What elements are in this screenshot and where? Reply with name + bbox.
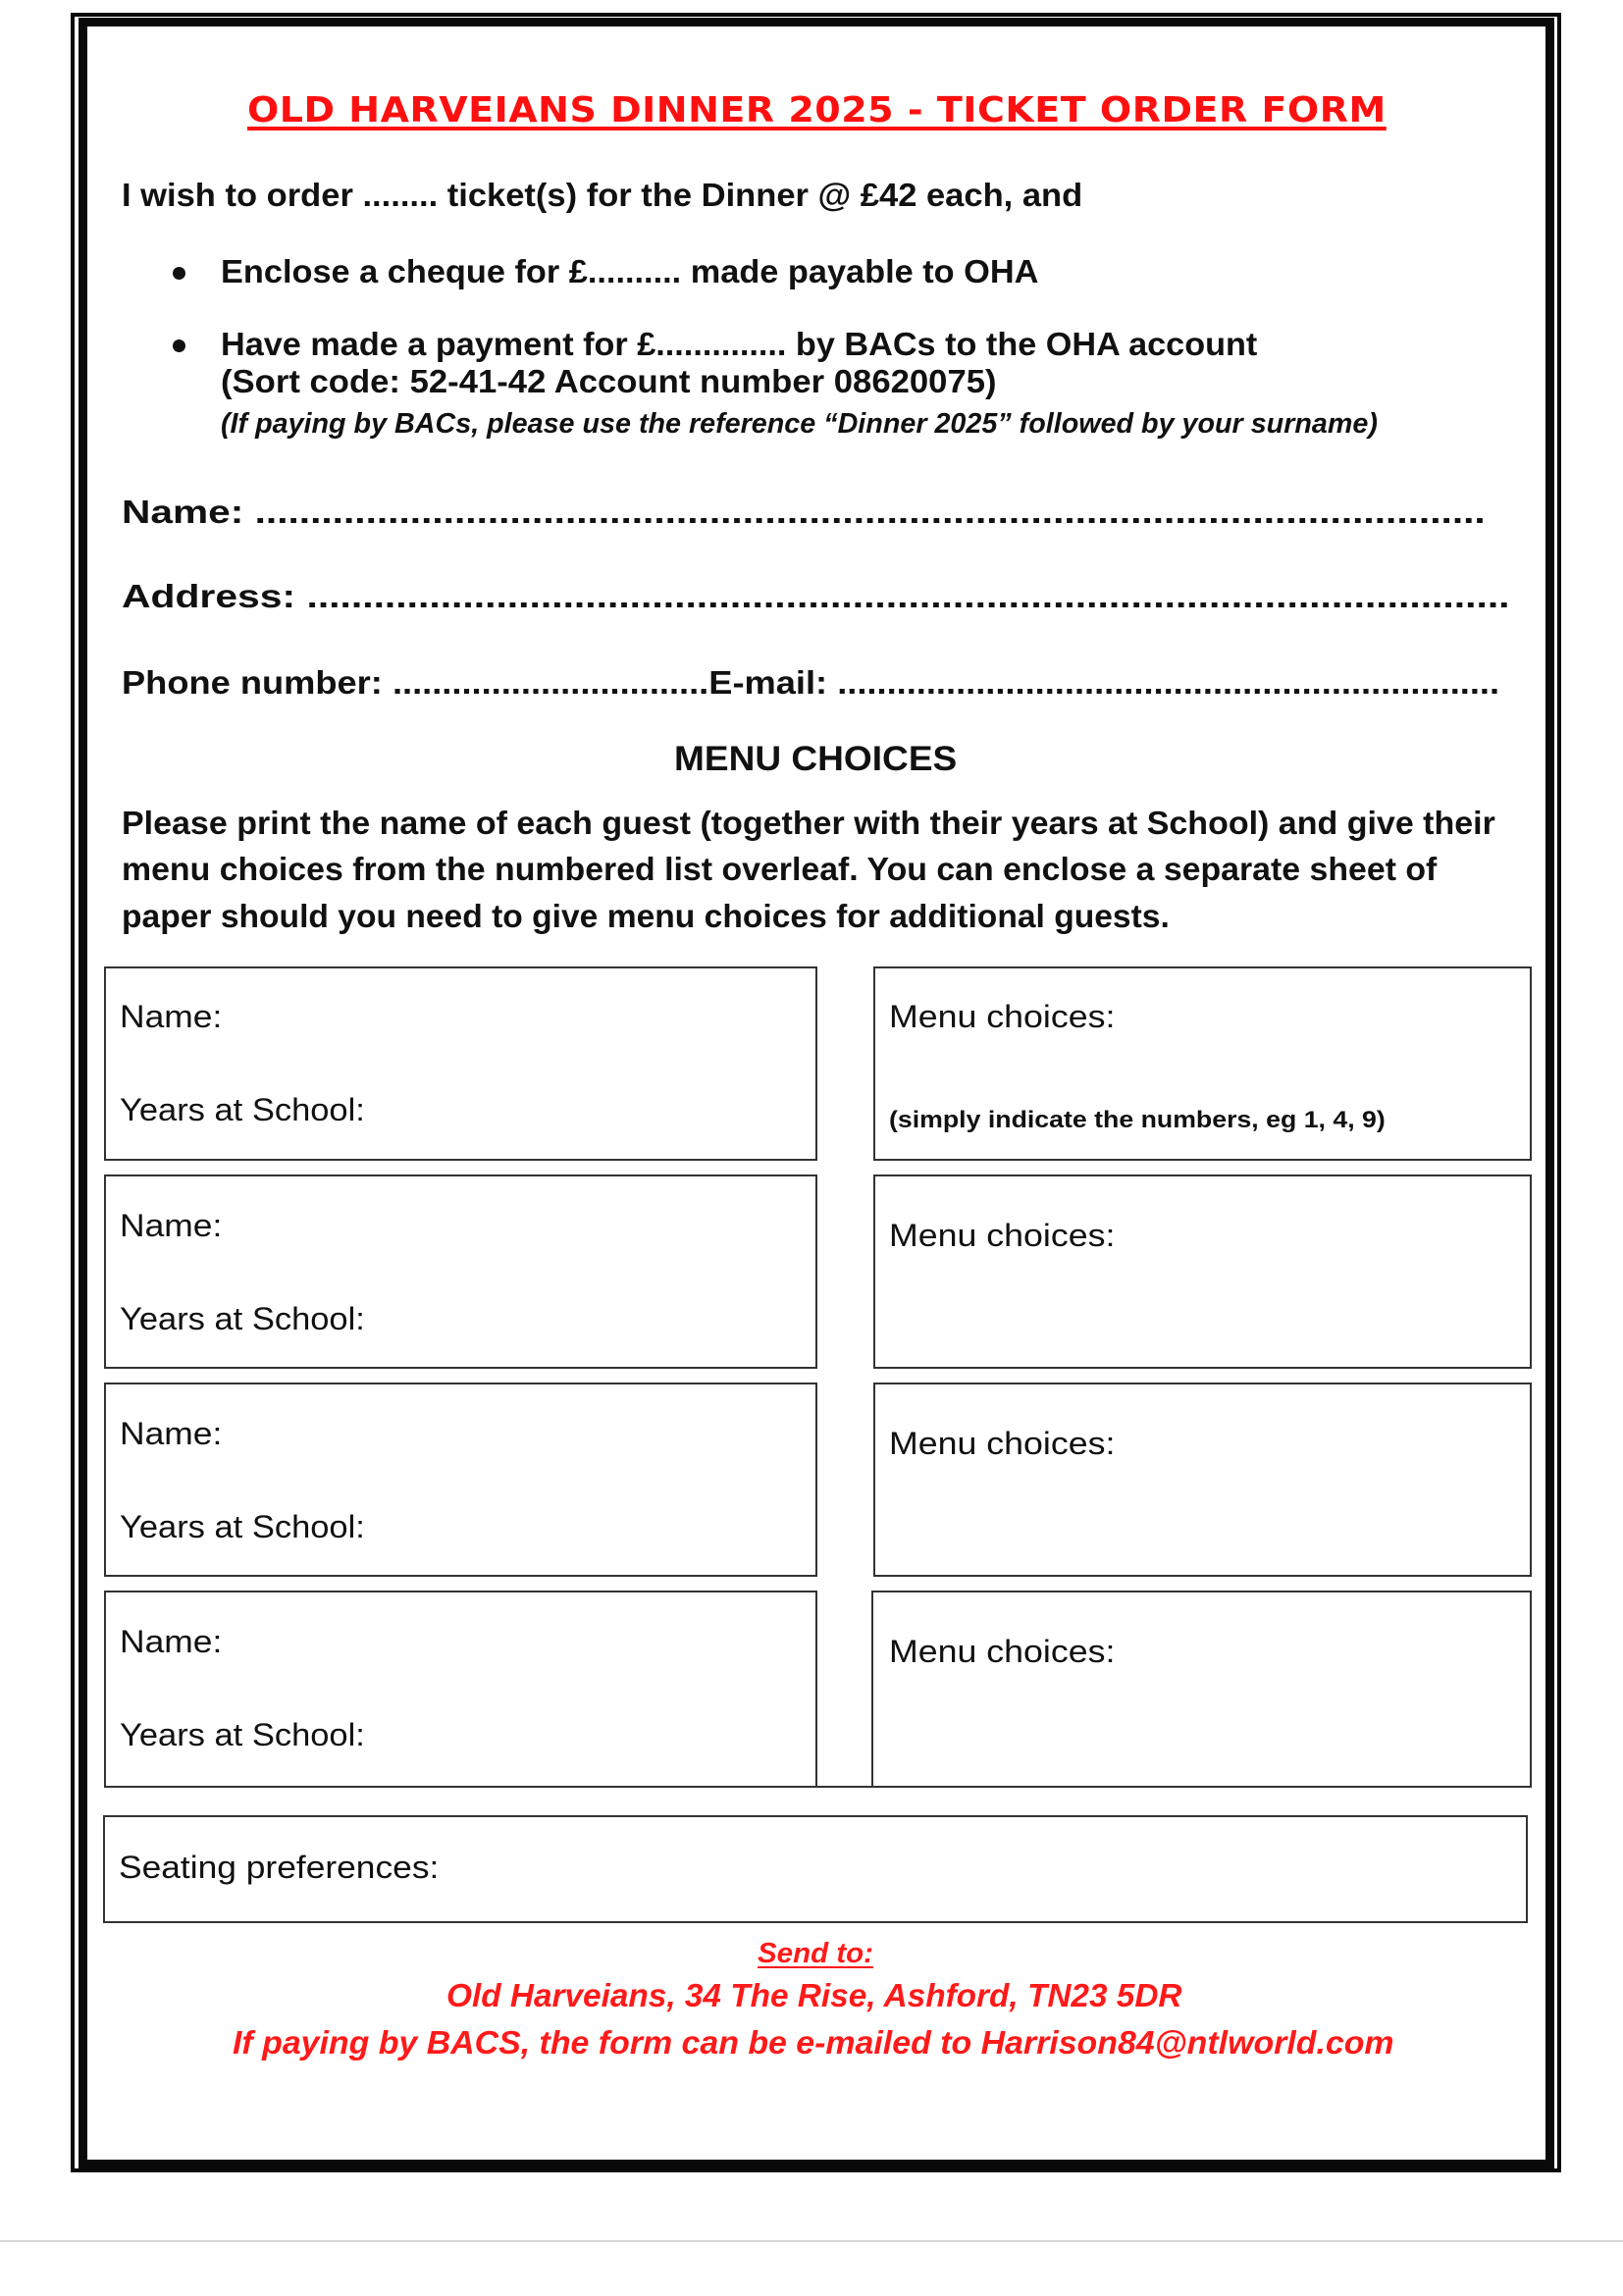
menu-choices-box[interactable] bbox=[873, 1174, 1532, 1369]
bacs-reference-note: (If paying by BACs, please use the reference “Dinner 2025” followed by your surname) bbox=[221, 408, 1378, 440]
menu-instructions-line: Please print the name of each guest (together with their years at School) and give their bbox=[122, 805, 1495, 841]
page-edge-line bbox=[0, 2240, 1623, 2242]
guest-name-label: Name: bbox=[120, 999, 223, 1034]
guest-name-label: Name: bbox=[120, 1208, 223, 1243]
order-quantity-line[interactable]: I wish to order ........ ticket(s) for the Dinner @ £42 each, and bbox=[122, 177, 1083, 213]
phone-email-field[interactable]: Phone number: ................................E-mail: ................................................................... bbox=[122, 664, 1500, 701]
menu-choices-label: Menu choices: bbox=[889, 1218, 1116, 1253]
guest-name-label: Name: bbox=[120, 1416, 223, 1451]
guest-years-label: Years at School: bbox=[120, 1092, 365, 1127]
bullet-icon bbox=[173, 339, 185, 352]
menu-choices-label: Menu choices: bbox=[889, 1426, 1116, 1461]
bank-details: (Sort code: 52-41-42 Account number 08620075) bbox=[221, 363, 997, 399]
menu-choices-hint: (simply indicate the numbers, eg 1, 4, 9) bbox=[889, 1107, 1386, 1133]
seating-preferences-label: Seating preferences: bbox=[119, 1850, 440, 1885]
menu-choices-heading: MENU CHOICES bbox=[674, 740, 958, 778]
guest-name-label: Name: bbox=[120, 1624, 223, 1659]
menu-instructions-line: paper should you need to give menu choices for additional guests. bbox=[122, 898, 1170, 934]
guest-details-box[interactable] bbox=[104, 1591, 817, 1788]
cheque-payment-option[interactable]: Enclose a cheque for £.......... made payable to OHA bbox=[221, 253, 1039, 289]
menu-choices-box[interactable] bbox=[871, 1591, 1532, 1788]
menu-instructions-line: menu choices from the numbered list overleaf. You can enclose a separate sheet of bbox=[122, 851, 1438, 887]
menu-choices-label: Menu choices: bbox=[889, 1634, 1116, 1669]
address-field[interactable]: Address: ............................................................................................................ bbox=[122, 578, 1510, 614]
menu-choices-label: Menu choices: bbox=[889, 999, 1116, 1034]
name-field[interactable]: Name: ............................................................................................................... bbox=[122, 494, 1486, 530]
bacs-payment-option[interactable]: Have made a payment for £.............. by BACs to the OHA account bbox=[221, 326, 1258, 362]
guest-details-box[interactable] bbox=[104, 1383, 817, 1577]
guest-years-label: Years at School: bbox=[120, 1509, 365, 1544]
postal-address: Old Harveians, 34 The Rise, Ashford, TN23 5DR bbox=[446, 1977, 1182, 2013]
menu-choices-box[interactable] bbox=[873, 1383, 1532, 1577]
email-note[interactable]: If paying by BACS, the form can be e-mailed to Harrison84@ntlworld.com bbox=[233, 2024, 1394, 2061]
row-connector-line bbox=[815, 1786, 873, 1788]
guest-details-box[interactable] bbox=[104, 966, 817, 1161]
guest-years-label: Years at School: bbox=[120, 1301, 365, 1336]
send-to-label: Send to: bbox=[758, 1938, 873, 1969]
guest-details-box[interactable] bbox=[104, 1174, 817, 1369]
bullet-icon bbox=[173, 267, 185, 280]
guest-years-label: Years at School: bbox=[120, 1717, 365, 1752]
form-title: OLD HARVEIANS DINNER 2025 - TICKET ORDER FORM bbox=[247, 90, 1387, 130]
